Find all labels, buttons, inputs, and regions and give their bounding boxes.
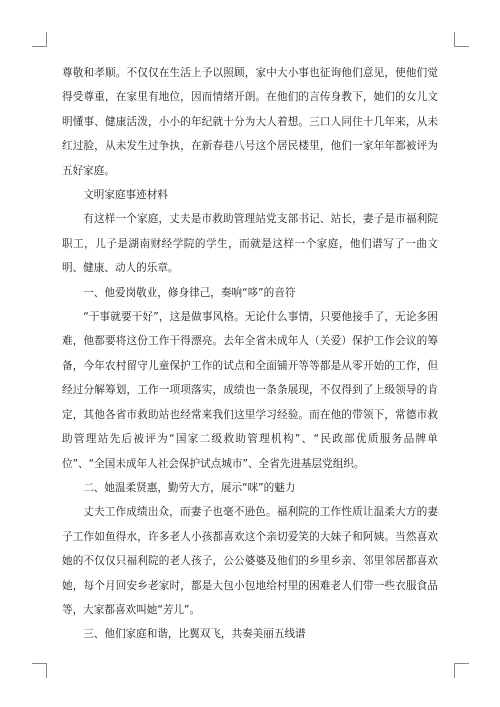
heading-section-3: 三、他们家庭和谐，比翼双飞，共奏美丽五线谱 [83,628,306,641]
document-body [62,61,438,647]
paragraph-section-2: 丈夫工作成绩出众，而妻子也毫不逊色。福利院的工作性质让温柔大方的妻子工作如鱼得水，许多老人小孩都喜欢这个亲切爱笑的大妹子和阿姨。当然喜欢她的不仅仅只福利院的老人孩子，公公婆婆及他们的乡里乡亲、邻里邻居都喜欢她，每个月回安乡老家时，都是大包小包地给村里的困难老人们带一些衣服食品等，大家都喜欢叫她“芳儿”。 [62,506,438,616]
paragraph-family-intro: 有这样一个家庭，丈夫是市救助管理站党支部书记、站长，妻子是市福利院职工，儿子是湖南财经学院的学生，而就是这样一个家庭，他们谱写了一曲文明、健康、动人的乐章。 [62,213,438,275]
paragraph-intro: 尊敬和孝顺。不仅仅在生活上予以照顾，家中大小事也征询他们意见，使他们觉得受尊重，在家里有地位，因而情绪开朗。在他们的言传身教下，她们的女儿文明懂事、健康活泼，小小的年纪就十分为大人着想。三口人同住十几年来，从未红过脸，从未发生过争执，在新春巷八号这个居民楼里，他们一家年年都被评为五好家庭。 [62,67,438,177]
crop-mark-top-left [32,32,47,47]
crop-mark-top-right [454,32,469,47]
section-title: 文明家庭事迹材料 [83,189,168,202]
heading-section-2: 二、她温柔贤惠，勤劳大方，展示“咪”的魅力 [83,481,296,494]
heading-section-1: 一、他爱岗敬业，修身律己，奏响“哆”的音符 [83,286,296,299]
crop-mark-bottom-left [32,663,47,678]
paragraph-section-1: “干事就要干好”，这是做事风格。无论什么事情，只要他接手了，无论多困难，他都要将这份工作干得漂亮。去年全省未成年人（关爱）保护工作会议的筹备，今年农村留守儿童保护工作的试点和全面铺开等等都是从零开始的工作，但经过分解筹划，工作一项项落实，成绩也一条条展现，不仅得到了上级领导的肯定，其他各省市救助站也经常来我们这里学习经验。而在他的带领下，常德市救助管理站先后被评为“国家二级救助管理机构”、“民政部优质服务品牌单位”、“全国未成年人社会保护试点城市”、全省先进基层党组织。 [62,311,438,470]
crop-mark-bottom-right [454,663,469,678]
